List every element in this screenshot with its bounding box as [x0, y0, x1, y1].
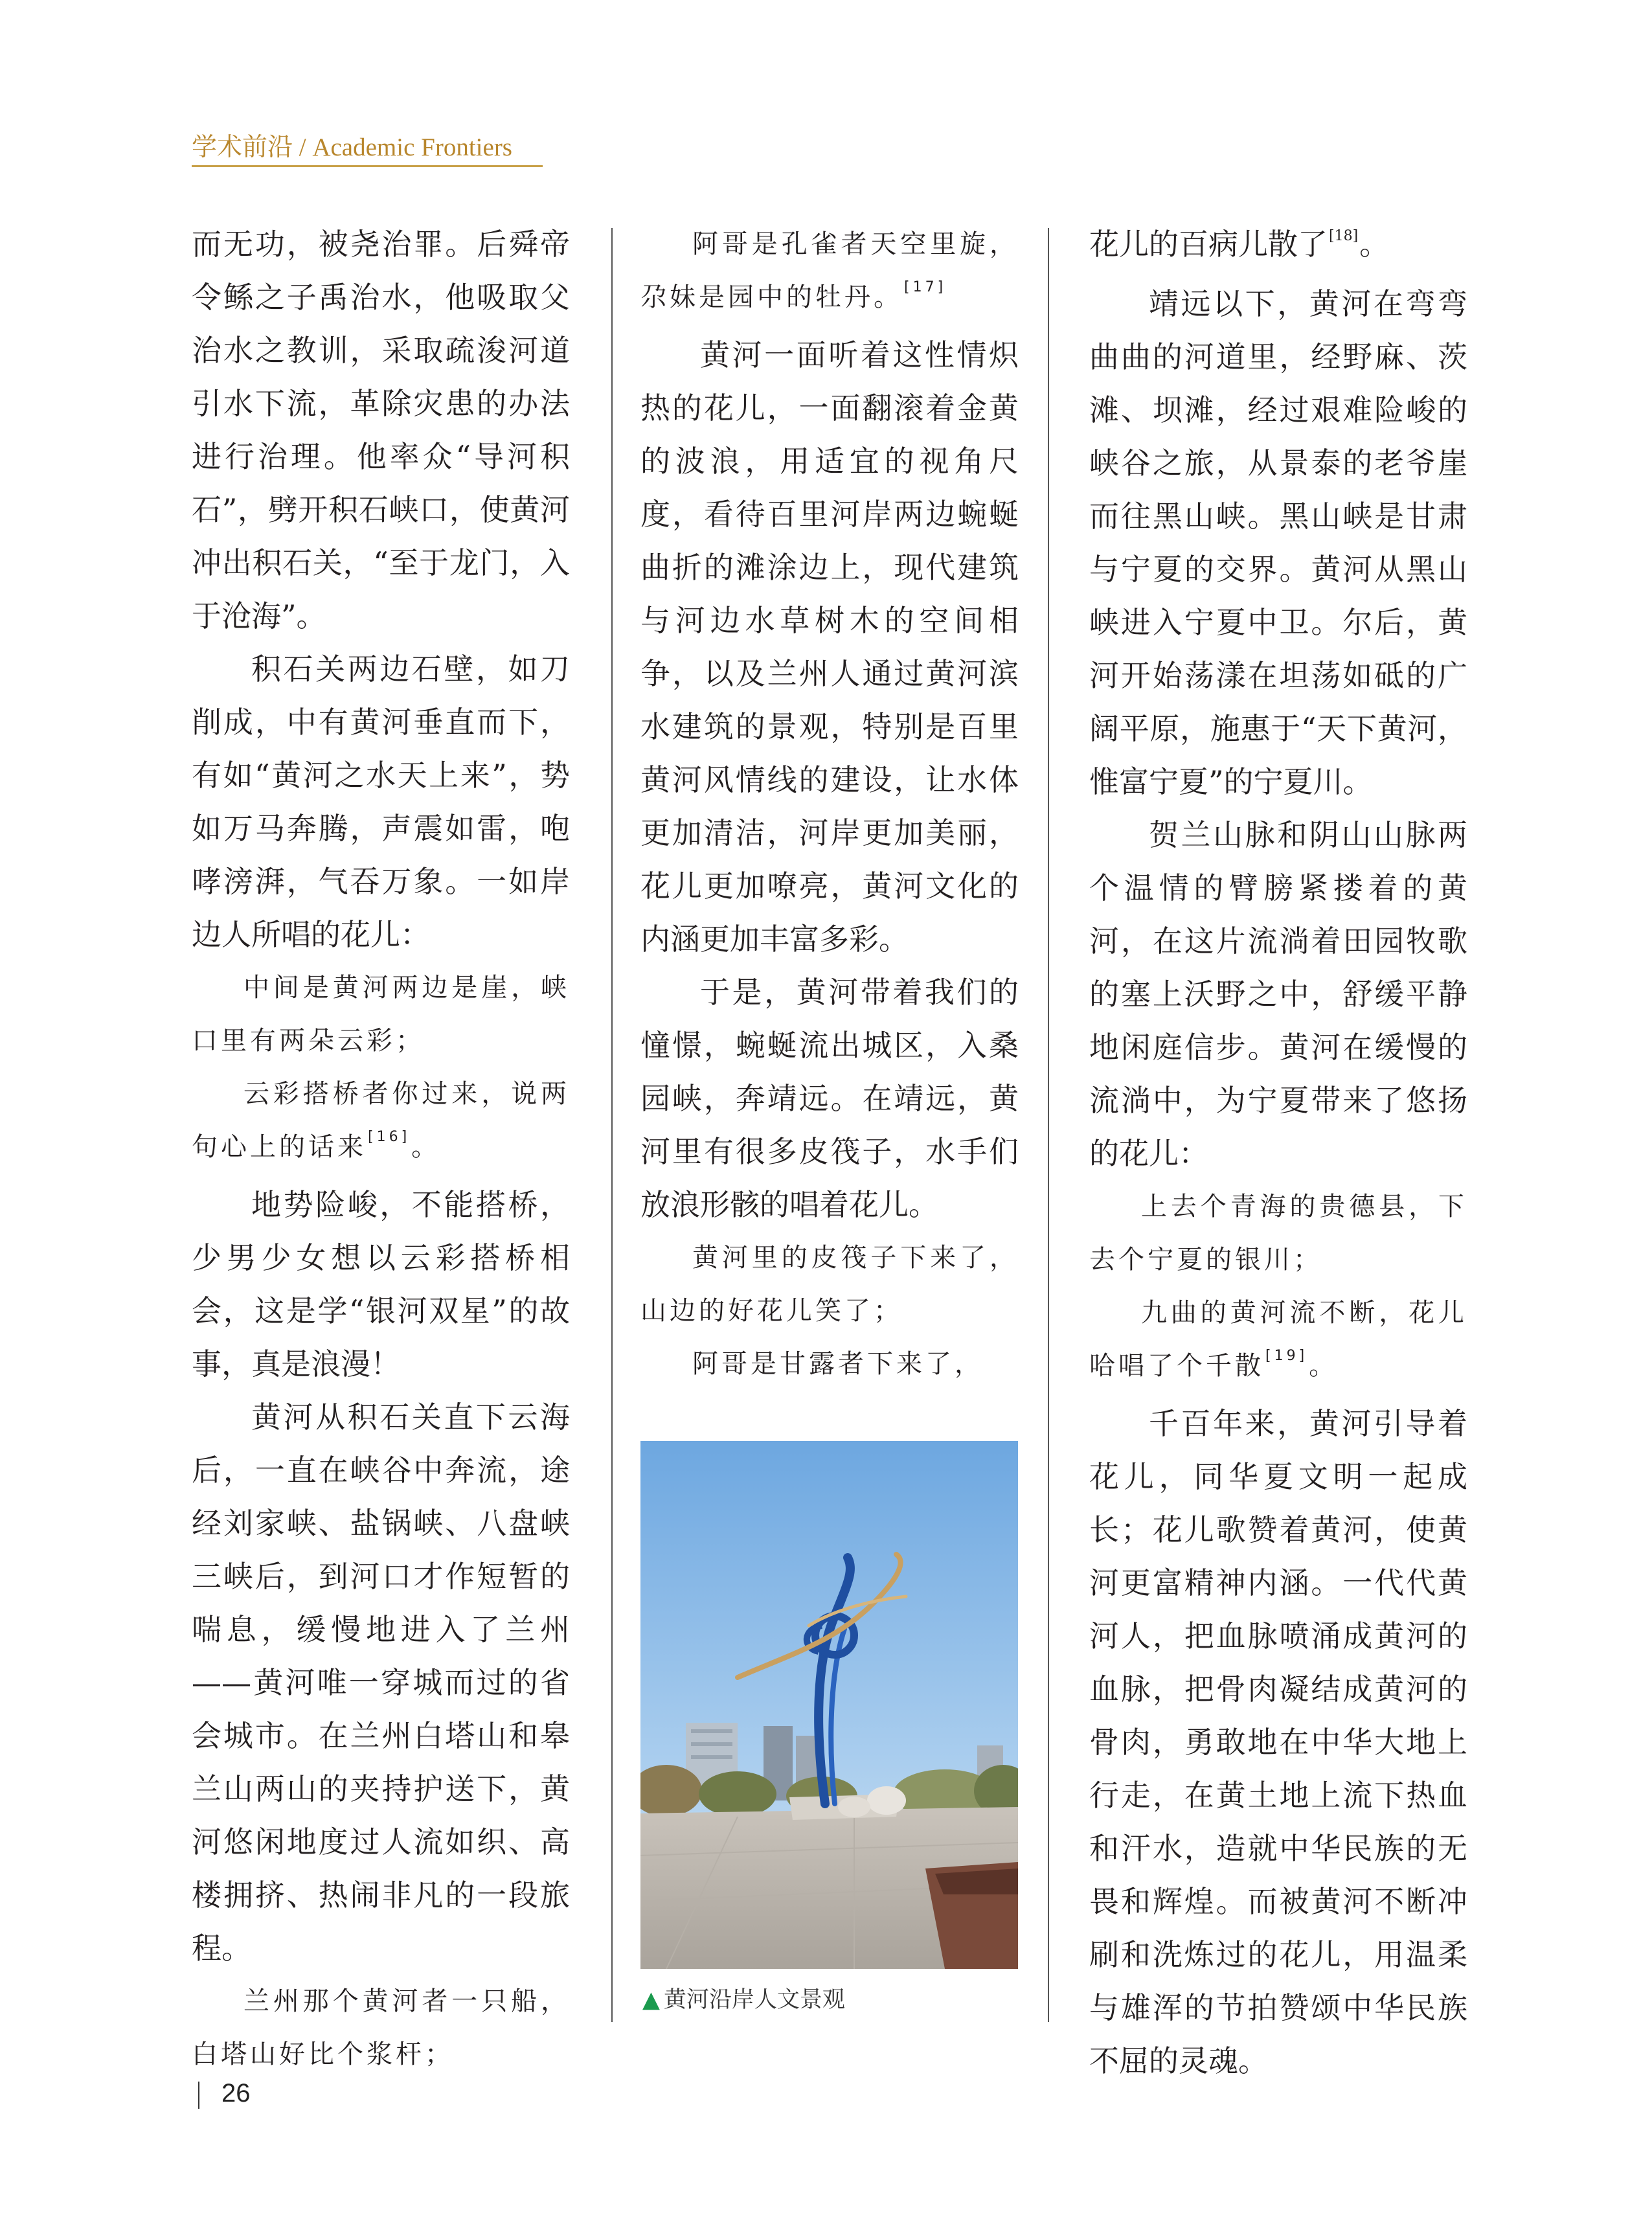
song-verse-tail: 。 — [1309, 1351, 1339, 1381]
paragraph: 积石关两边石壁，如刀削成，中有黄河垂直而下，有如“黄河之水天上来”，势如万马奔腾，声震如雷，咆哮滂湃，气吞万象。一如岸边人所唱的花儿： — [192, 652, 570, 952]
sculpture-photo-illustration — [640, 1441, 1018, 1969]
paragraph: 黄河从积石关直下云海后，一直在峡谷中奔流，途经刘家峡、盐锅峡、八盘峡三峡后，到河口才作短暂的喘息，缓慢地进入了兰州——黄河唯一穿城而过的省会城市。在兰州白塔山和皋兰山两山的夹持护送下，黄河悠闲地度过人流如织、高楼拥挤、热闹非凡的一段旅程。 — [192, 1400, 570, 1966]
paragraph: 贺兰山脉和阴山山脉两个温情的臂膀紧搂着的黄河，在这片流淌着田园牧歌的塞上沃野之中，舒缓平静地闲庭信步。黄河在缓慢的流淌中，为宁夏带来了悠扬的花儿： — [1089, 817, 1467, 1171]
text-column-right — [1089, 218, 1467, 2087]
page-number-bar — [198, 2082, 199, 2109]
song-verse: 黄河里的皮筏子下来了，山边的好花儿笑了； — [640, 1243, 1019, 1326]
paragraph — [1089, 218, 1467, 277]
song-verse-text: 云彩搭桥者你过来，说两句心上的话来 — [192, 1079, 570, 1162]
landscape-photo — [640, 1441, 1018, 1969]
page-number: 26 — [221, 2079, 251, 2107]
song-verse: 阿哥是甘露者下来了， — [692, 1349, 984, 1379]
song-verse — [1089, 1286, 1467, 1397]
header-underline — [192, 165, 543, 167]
caption-marker-icon: ▲ — [642, 1987, 660, 2013]
citation-ref: [18] — [1329, 228, 1359, 244]
paragraph: 黄河一面听着这性情炽热的花儿，一面翻滚着金黄的波浪，用适宜的视角尺度，看待百里河岸两边蜿蜒曲折的滩涂边上，现代建筑与河边水草树木的空间相争，以及兰州人通过黄河滨水建筑的景观，特别是百里黄河风情线的建设，让水体更加清洁，河岸更加美丽，花儿更加嘹亮，黄河文化的内涵更加丰富多彩。 — [640, 337, 1019, 957]
photo-caption — [642, 1982, 845, 2014]
song-verse — [192, 1067, 570, 1178]
column-divider-right — [1048, 228, 1049, 2022]
song-verse: 兰州那个黄河者一只船，白塔山好比个浆杆； — [192, 1986, 570, 2069]
citation-ref: [17] — [904, 279, 947, 295]
song-verse-text: 九曲的黄河流不断，花儿哈唱了个千散 — [1089, 1298, 1467, 1381]
paragraph: 千百年来，黄河引导着花儿，同华夏文明一起成长；花儿歌赞着黄河，使黄河更富精神内涵。一代代黄河人，把血脉喷涌成黄河的血脉，把骨肉凝结成黄河的骨肉，勇敢地在中华大地上行走，在黄土地上流下热血和汗水，造就中华民族的无畏和辉煌。而被黄河不断冲刷和洗炼过的花儿，用温柔与雄浑的节拍赞颂中华民族不屈的灵魂。 — [1089, 1406, 1467, 2078]
paragraph-text: 花儿的百病儿散了 — [1089, 227, 1328, 262]
column-divider-left — [611, 228, 613, 2022]
citation-ref: [19] — [1265, 1348, 1308, 1364]
song-verse-text: 阿哥是孔雀者天空里旋，尕妹是园中的牡丹。 — [640, 229, 1019, 312]
paragraph: 地势险峻，不能搭桥，少男少女想以云彩搭桥相会，这是学“银河双星”的故事，真是浪漫！ — [192, 1187, 570, 1381]
song-verse: 上去个青海的贵德县，下去个宁夏的银川； — [1089, 1192, 1467, 1275]
song-verse: 中间是黄河两边是崖，峡口里有两朵云彩； — [192, 973, 570, 1056]
citation-ref: [16] — [368, 1129, 411, 1145]
paragraph: 靖远以下，黄河在弯弯曲曲的河道里，经野麻、茨滩、坝滩，经过艰难险峻的峡谷之旅，从景泰的老爷崖而往黑山峡。黑山峡是甘肃与宁夏的交界。黄河从黑山峡进入宁夏中卫。尔后，黄河开始荡漾在坦荡如砥的广阔平原，施惠于“天下黄河，惟富宁夏”的宁夏川。 — [1089, 286, 1467, 799]
song-verse-tail: 。 — [411, 1132, 441, 1162]
paragraph: 而无功，被尧治罪。后舜帝令鲧之子禹治水，他吸取父治水之教训，采取疏浚河道引水下流，革除灾患的办法进行治理。他率众“导河积石”，劈开积石峡口，使黄河冲出积石关，“至于龙门，入于沧海”。 — [192, 227, 570, 633]
text-column-left — [192, 218, 570, 2081]
paragraph-tail: 。 — [1359, 227, 1390, 262]
text-column-middle — [640, 218, 1019, 1391]
caption-text: 黄河沿岸人文景观 — [663, 1987, 845, 2013]
section-header: 学术前沿 / Academic Frontiers — [192, 133, 512, 161]
paragraph: 于是，黄河带着我们的憧憬，蜿蜒流出城区，入桑园峡，奔靖远。在靖远，黄河里有很多皮筏子，水手们放浪形骸的唱着花儿。 — [640, 975, 1019, 1222]
song-verse — [640, 218, 1019, 328]
